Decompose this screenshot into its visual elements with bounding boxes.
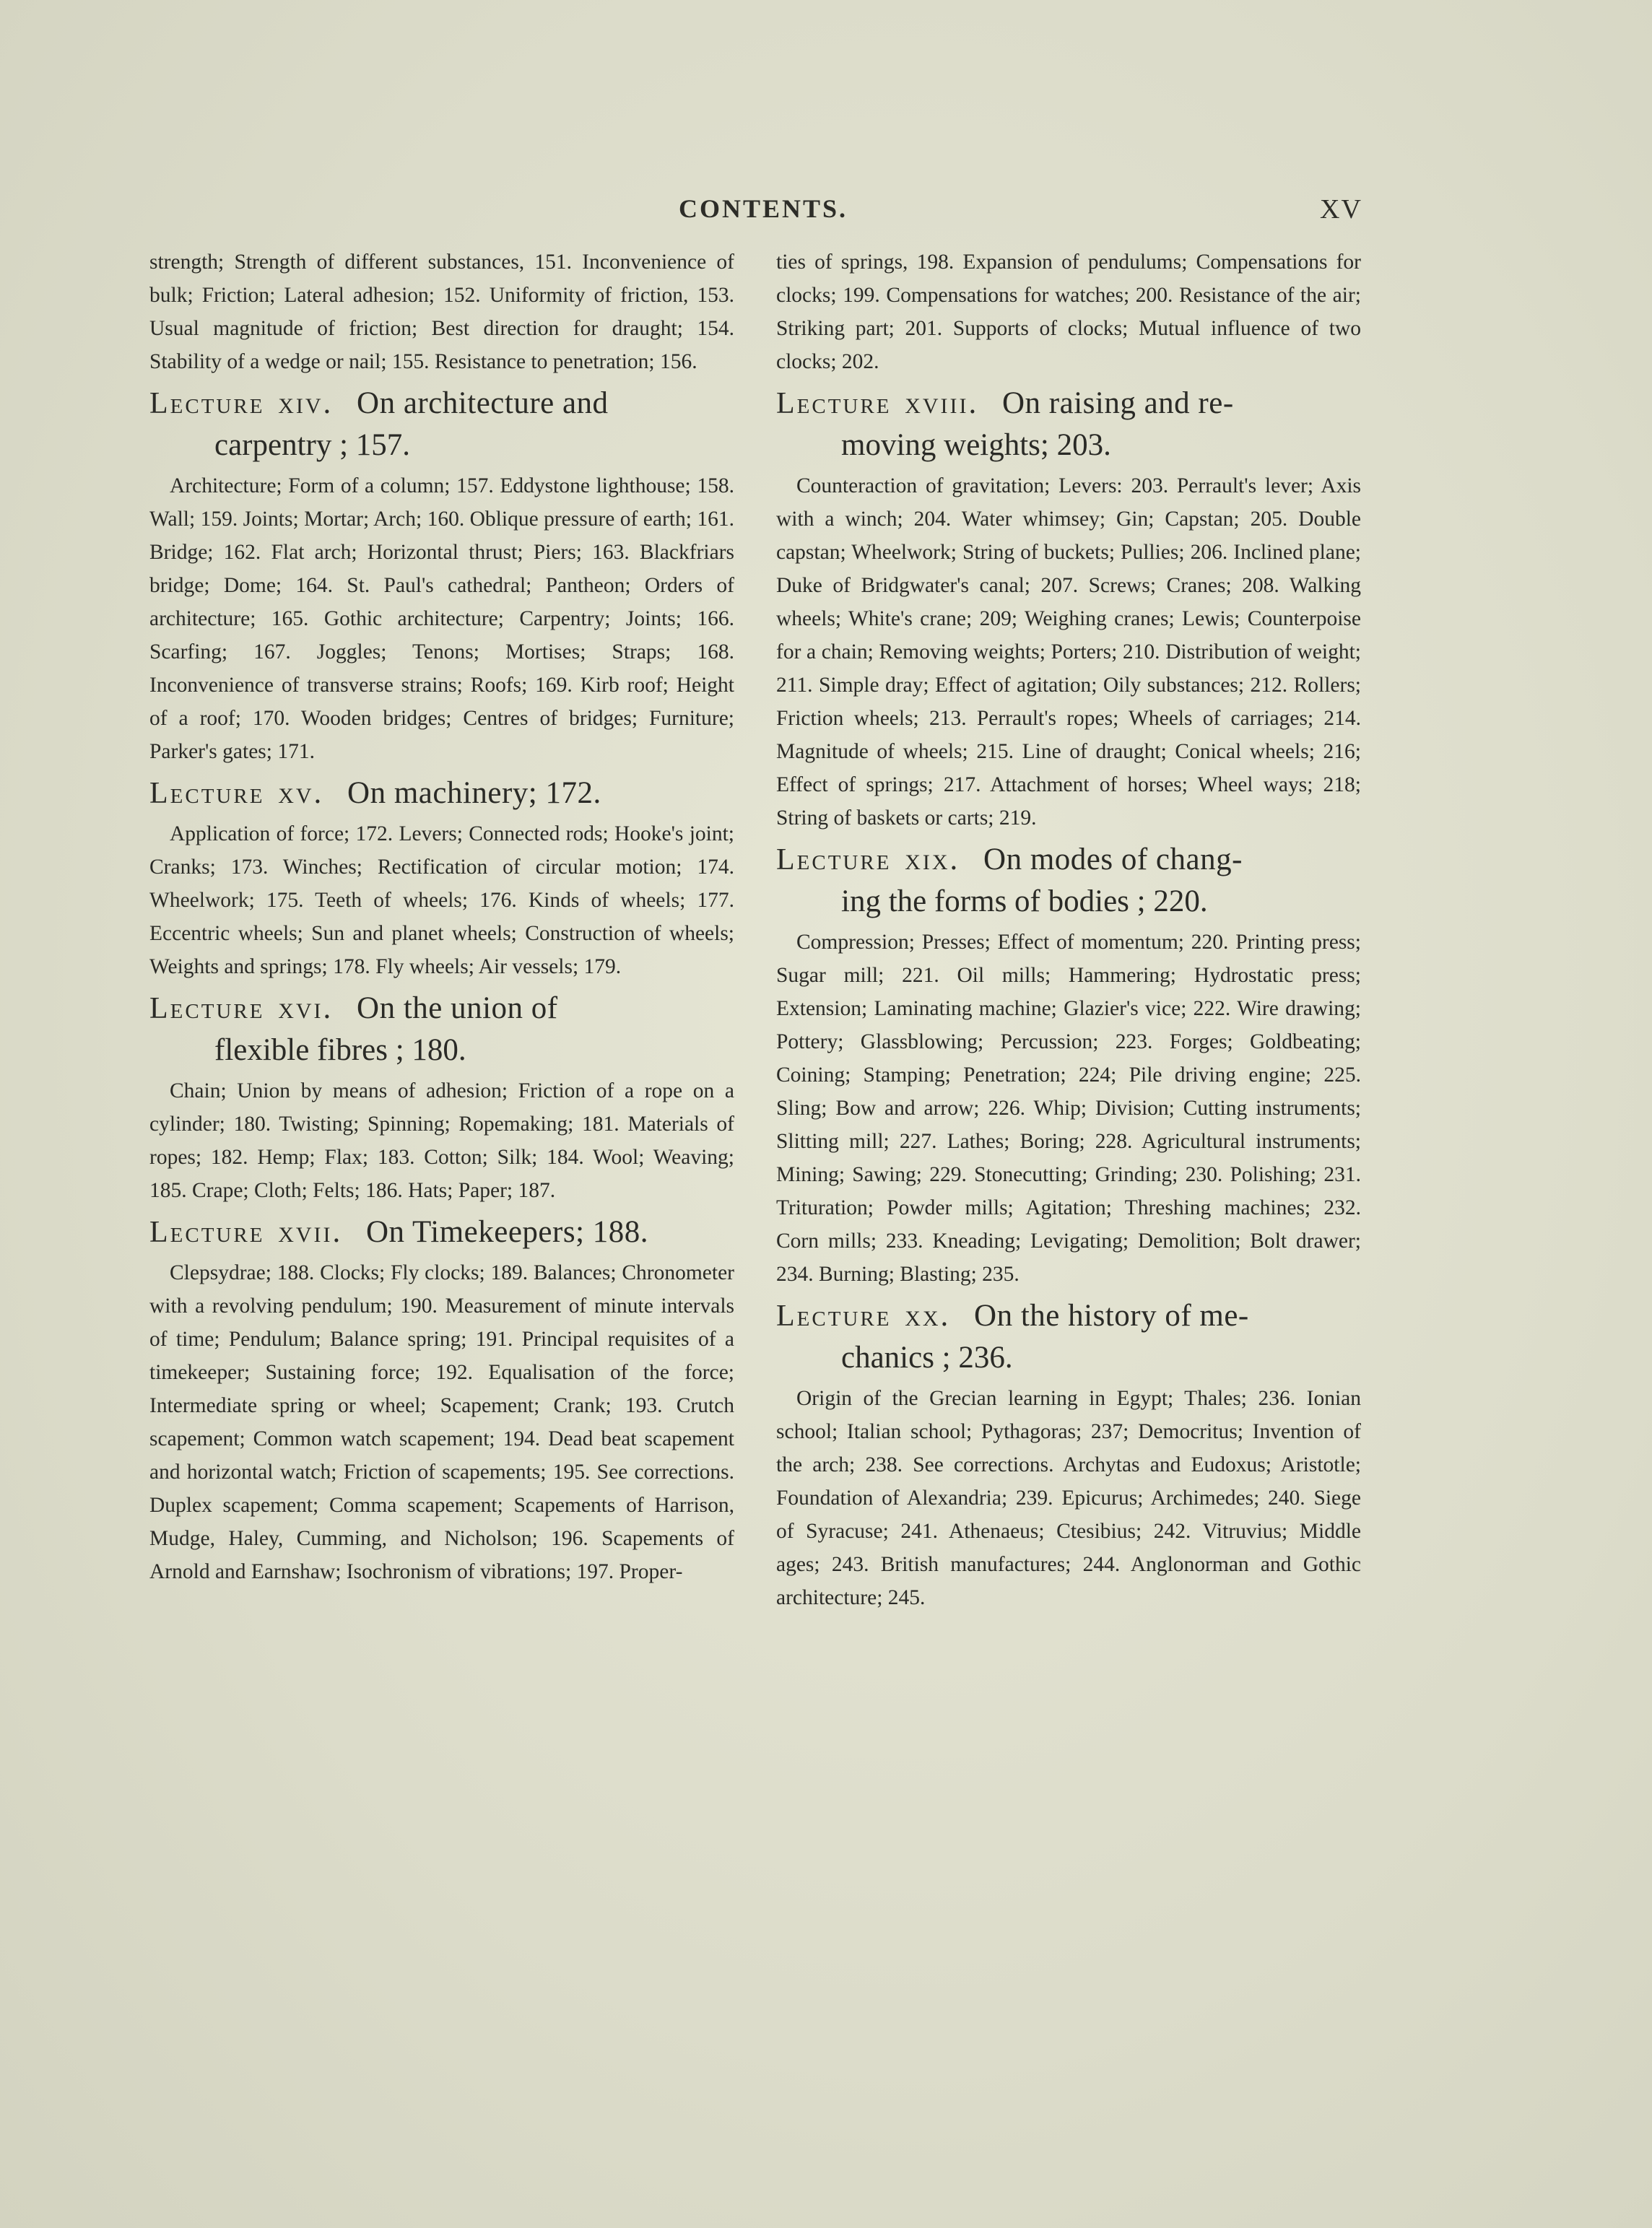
lecture-contents: Compression; Presses; Effect of momentum; 220. Printing press; Sugar mill; 221. Oil mills; Hammering; Hydrostatic press; Extension; Laminating machine; Glazier's vice; 222. Wire drawing; Pottery; Glassblowing; Percussion; 223. Forges; Goldbeating; Coining; Stamping; Penetration; 224; Pile driving engine; 225. Sling; Bow and arrow; 226. Whip; Division; Cutting instruments; Slitting mill; 227. Lathes; Boring; 228. Agricultural instruments; Mining; Sawing; 229. Stonecutting; Grinding; 230. Polishing; 231. Trituration; Powder mills; Agitation; Threshing machines; 232. Corn mills; 233. Kneading; Levigating; Demolition; Bolt drawer; 234. Burning; Blasting; 235. <box>776 931 1361 1286</box>
lecture-number: xx. <box>905 1299 951 1333</box>
page-number: XV <box>1320 194 1362 225</box>
lecture-contents: Architecture; Form of a column; 157. Eddystone lighthouse; 158. Wall; 159. Joints; Mortar; Arch; 160. Oblique pressure of earth; 161. Bridge; 162. Flat arch; Horizontal thrust; Piers; 163. Blackfriars bridge; Dome; 164. St. Paul's cathedral; Pantheon; Orders of architecture; 165. Gothic architecture; Carpentry; Joints; 166. Scarfing; 167. Joggles; Tenons; Mortises; Straps; 168. Inconvenience of transverse strains; Roofs; 169. Kirb roof; Height of a roof; 170. Wooden bridges; Centres of bridges; Furniture; Parker's gates; 171. <box>149 474 734 763</box>
lecture-title-continued: carpentry ; 157. <box>214 428 411 462</box>
lecture-title-continued: ing the forms of bodies ; 220. <box>841 884 1208 918</box>
continued-paragraph: ties of springs, 198. Expansion of pendulums; Compensations for clocks; 199. Compensations for watches; 200. Resistance of the air; Striking part; 201. Supports of clocks; Mutual influence of two clocks; 202. <box>776 251 1361 373</box>
lecture-title: On the union of <box>357 991 558 1025</box>
lecture-number: xvi. <box>278 991 334 1025</box>
running-title: CONTENTS. <box>679 194 848 223</box>
lecture-title: On raising and re- <box>1002 386 1234 420</box>
lecture-title: On Timekeepers; 188. <box>366 1215 649 1249</box>
lecture-label: Lecture <box>149 992 265 1025</box>
lecture-heading-xiv <box>149 383 734 466</box>
lecture-title-continued: flexible fibres ; 180. <box>214 1033 466 1067</box>
lecture-title: On architecture and <box>357 386 609 420</box>
running-header <box>0 193 1652 237</box>
lecture-title: On machinery; 172. <box>347 776 601 810</box>
lecture-label: Lecture <box>776 843 892 876</box>
lecture-number: xvii. <box>278 1215 343 1249</box>
lecture-contents: Chain; Union by means of adhesion; Friction of a rope on a cylinder; 180. Twisting; Spinning; Ropemaking; 181. Materials of ropes; 182. Hemp; Flax; 183. Cotton; Silk; 184. Wool; Weaving; 185. Crape; Cloth; Felts; 186. Hats; Paper; 187. <box>149 1079 734 1202</box>
lecture-label: Lecture <box>149 387 265 420</box>
lecture-contents: Clepsydrae; 188. Clocks; Fly clocks; 189. Balances; Chronometer with a revolving pendulum; 190. Measurement of minute intervals of time; Pendulum; Balance spring; 191. Principal requisites of a timekeeper; Sustaining force; 192. Equalisation of the force; Intermediate spring or wheel; Scapement; Crank; 193. Crutch scapement; Common watch scapement; 194. Dead beat scapement and horizontal watch; Friction of scapements; 195. See corrections. Duplex scapement; Comma scapement; Scapements of Harrison, Mudge, Haley, Cumming, and Nicholson; 196. Scapements of Arnold and Earnshaw; Isochronism of vibrations; 197. Proper- <box>149 1261 734 1583</box>
lecture-number: xiv. <box>278 386 334 420</box>
lecture-number: xviii. <box>905 386 979 420</box>
lecture-heading-xvii <box>149 1211 734 1253</box>
lecture-label: Lecture <box>776 1300 892 1333</box>
lecture-heading-xv <box>149 773 734 814</box>
lecture-contents: Counteraction of gravitation; Levers: 203. Perrault's lever; Axis with a winch; 204. Water whimsey; Gin; Capstan; 205. Double capstan; Wheelwork; String of buckets; Pullies; 206. Inclined plane; Duke of Bridgwater's canal; 207. Screws; Cranes; 208. Walking wheels; White's crane; 209; Weighing cranes; Lewis; Counterpoise for a chain; Removing weights; Porters; 210. Distribution of weight; 211. Simple dray; Effect of agitation; Oily substances; 212. Rollers; Friction wheels; 213. Perrault's ropes; Wheels of carriages; 214. Magnitude of wheels; 215. Line of draught; Conical wheels; 216; Effect of springs; 217. Attachment of horses; Wheel ways; 218; String of baskets or carts; 219. <box>776 474 1361 830</box>
lecture-title-continued: moving weights; 203. <box>841 428 1111 462</box>
lecture-label: Lecture <box>776 387 892 420</box>
lecture-title-continued: chanics ; 236. <box>841 1341 1013 1375</box>
right-column <box>776 245 1361 1617</box>
lecture-title: On the history of me- <box>974 1299 1249 1333</box>
lecture-number: xix. <box>905 843 960 876</box>
lecture-label: Lecture <box>149 777 265 810</box>
left-column <box>149 245 734 1591</box>
lecture-number: xv. <box>278 776 324 810</box>
continued-paragraph: strength; Strength of different substances, 151. Inconvenience of bulk; Friction; Lateral adhesion; 152. Uniformity of friction, 153. Usual magnitude of friction; Best direction for draught; 154. Stability of a wedge or nail; 155. Resistance to penetration; 156. <box>149 251 734 373</box>
lecture-title: On modes of chang- <box>983 843 1243 876</box>
lecture-contents: Origin of the Grecian learning in Egypt; Thales; 236. Ionian school; Italian school; Pythagoras; 237; Democritus; Invention of the arch; 238. See corrections. Archytas and Eudoxus; Aristotle; Foundation of Alexandria; 239. Epicurus; Archimedes; 240. Siege of Syracuse; 241. Athenaeus; Ctesibius; 242. Vitruvius; Middle ages; 243. British manufactures; 244. Anglonorman and Gothic architecture; 245. <box>776 1387 1361 1609</box>
lecture-heading-xvi <box>149 988 734 1071</box>
lecture-heading-xviii <box>776 383 1361 466</box>
lecture-label: Lecture <box>149 1216 265 1249</box>
lecture-heading-xx <box>776 1295 1361 1379</box>
lecture-heading-xix <box>776 839 1361 923</box>
lecture-contents: Application of force; 172. Levers; Connected rods; Hooke's joint; Cranks; 173. Winches; Rectification of circular motion; 174. Wheelwork; 175. Teeth of wheels; 176. Kinds of wheels; 177. Eccentric wheels; Sun and planet wheels; Construction of wheels; Weights and springs; 178. Fly wheels; Air vessels; 179. <box>149 822 734 978</box>
